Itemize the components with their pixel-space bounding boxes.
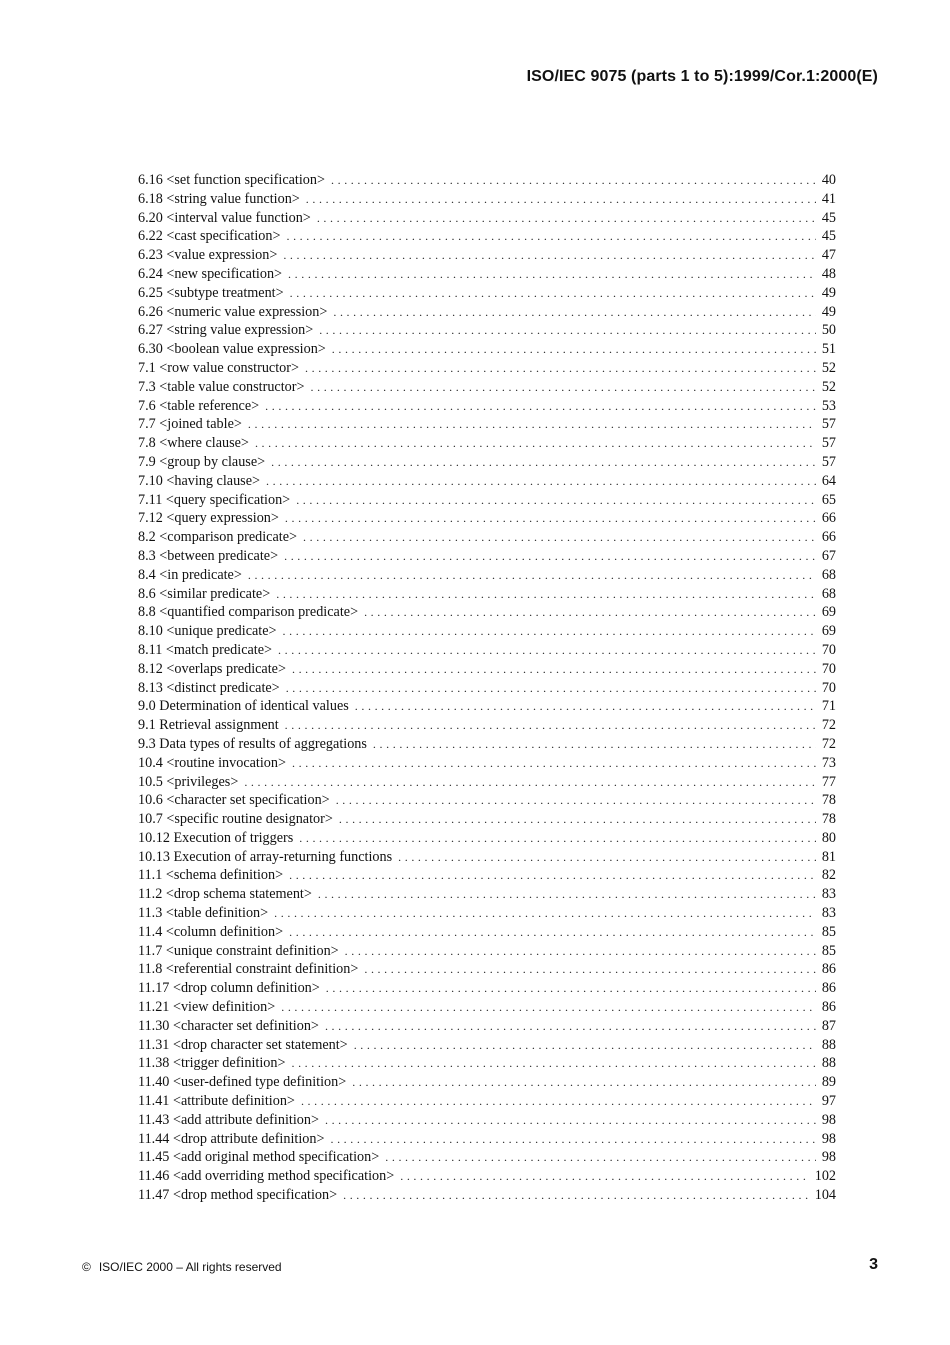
- toc-entry-page: 45: [821, 228, 836, 245]
- toc-entry[interactable]: [138, 923, 836, 942]
- toc-entry-title: 11.47 <drop method specification>: [138, 1187, 338, 1204]
- toc-entry[interactable]: [138, 547, 836, 566]
- toc-entry-title: 8.2 <comparison predicate>: [138, 529, 298, 546]
- toc-entry-title: 11.45 <add original method specification>: [138, 1149, 380, 1166]
- toc-dot-leader: [339, 810, 816, 829]
- toc-entry-page: 83: [821, 886, 836, 903]
- toc-entry-page: 87: [821, 1017, 836, 1034]
- toc-entry[interactable]: [138, 566, 836, 585]
- toc-entry-title: 8.4 <in predicate>: [138, 566, 242, 583]
- toc-dot-leader: [352, 1073, 816, 1092]
- toc-entry-title: 11.41 <attribute definition>: [138, 1093, 295, 1110]
- toc-dot-leader: [303, 528, 816, 547]
- toc-dot-leader: [355, 697, 816, 716]
- toc-entry-title: 10.6 <character set specification>: [138, 792, 330, 809]
- toc-entry[interactable]: [138, 810, 836, 829]
- toc-entry[interactable]: [138, 1092, 836, 1111]
- toc-dot-leader: [343, 1186, 809, 1205]
- toc-entry-title: 10.5 <privileges>: [138, 773, 239, 790]
- toc-entry[interactable]: [138, 397, 836, 416]
- toc-dot-leader: [283, 246, 815, 265]
- toc-entry-title: 7.9 <group by clause>: [138, 453, 266, 470]
- toc-entry-page: 50: [821, 322, 836, 339]
- toc-dot-leader: [326, 979, 816, 998]
- toc-entry[interactable]: [138, 585, 836, 604]
- toc-dot-leader: [319, 321, 816, 340]
- toc-entry-page: 69: [821, 604, 836, 621]
- toc-entry-title: 8.6 <similar predicate>: [138, 585, 271, 602]
- toc-entry[interactable]: [138, 491, 836, 510]
- toc-dot-leader: [285, 716, 816, 735]
- toc-entry-page: 57: [821, 416, 836, 433]
- copyright-symbol: ©: [82, 1260, 91, 1274]
- toc-dot-leader: [289, 866, 816, 885]
- document-header-title: ISO/IEC 9075 (parts 1 to 5):1999/Cor.1:2000(E): [526, 68, 878, 85]
- toc-entry-page: 77: [821, 773, 836, 790]
- toc-entry-page: 68: [821, 566, 836, 583]
- toc-entry[interactable]: [138, 359, 836, 378]
- toc-entry[interactable]: [138, 472, 836, 491]
- toc-entry-title: 6.30 <boolean value expression>: [138, 341, 326, 358]
- toc-entry[interactable]: [138, 227, 836, 246]
- toc-entry-title: 10.12 Execution of triggers: [138, 829, 294, 846]
- toc-entry[interactable]: [138, 171, 836, 190]
- toc-entry-title: 11.2 <drop schema statement>: [138, 886, 312, 903]
- toc-entry-page: 57: [821, 453, 836, 470]
- table-of-contents: [138, 171, 836, 1205]
- toc-dot-leader: [364, 960, 815, 979]
- toc-entry-title: 11.46 <add overriding method specification>: [138, 1168, 395, 1185]
- toc-entry[interactable]: [138, 960, 836, 979]
- toc-entry-title: 7.7 <joined table>: [138, 416, 242, 433]
- toc-entry[interactable]: [138, 603, 836, 622]
- toc-entry-page: 49: [821, 284, 836, 301]
- toc-entry[interactable]: [138, 209, 836, 228]
- toc-entry-title: 7.3 <table value constructor>: [138, 378, 305, 395]
- toc-entry[interactable]: [138, 773, 836, 792]
- toc-entry-title: 11.38 <trigger definition>: [138, 1055, 286, 1072]
- toc-dot-leader: [248, 415, 816, 434]
- toc-entry-page: 80: [821, 829, 836, 846]
- toc-entry[interactable]: [138, 1186, 836, 1205]
- toc-dot-leader: [345, 942, 816, 961]
- toc-entry[interactable]: [138, 885, 836, 904]
- toc-entry-page: 41: [821, 190, 836, 207]
- toc-dot-leader: [325, 1111, 816, 1130]
- toc-entry-title: 8.11 <match predicate>: [138, 641, 273, 658]
- toc-dot-leader: [373, 735, 816, 754]
- toc-dot-leader: [318, 885, 816, 904]
- toc-dot-leader: [332, 340, 816, 359]
- toc-entry-page: 57: [821, 435, 836, 452]
- toc-entry-page: 104: [814, 1187, 836, 1204]
- toc-dot-leader: [306, 190, 816, 209]
- toc-dot-leader: [289, 923, 816, 942]
- toc-entry-page: 70: [821, 660, 836, 677]
- toc-entry-title: 6.20 <interval value function>: [138, 209, 311, 226]
- toc-entry-title: 11.3 <table definition>: [138, 905, 269, 922]
- toc-entry[interactable]: [138, 415, 836, 434]
- toc-entry-page: 102: [814, 1168, 836, 1185]
- toc-entry-page: 89: [821, 1074, 836, 1091]
- toc-dot-leader: [255, 434, 816, 453]
- toc-entry[interactable]: [138, 735, 836, 754]
- toc-entry-page: 70: [821, 641, 836, 658]
- toc-entry[interactable]: [138, 1036, 836, 1055]
- toc-entry-title: 6.18 <string value function>: [138, 190, 300, 207]
- toc-entry[interactable]: [138, 829, 836, 848]
- toc-dot-leader: [248, 566, 816, 585]
- toc-entry[interactable]: [138, 509, 836, 528]
- toc-entry-title: 11.21 <view definition>: [138, 999, 276, 1016]
- toc-entry-page: 45: [821, 209, 836, 226]
- toc-entry[interactable]: [138, 942, 836, 961]
- toc-dot-leader: [283, 622, 816, 641]
- toc-entry-title: 11.43 <add attribute definition>: [138, 1111, 319, 1128]
- footer-copyright: [82, 1260, 282, 1274]
- toc-entry-page: 71: [821, 698, 836, 715]
- toc-entry-page: 47: [821, 247, 836, 264]
- toc-entry-title: 8.12 <overlaps predicate>: [138, 660, 286, 677]
- toc-dot-leader: [266, 472, 816, 491]
- toc-entry[interactable]: [138, 679, 836, 698]
- toc-entry-title: 7.1 <row value constructor>: [138, 359, 299, 376]
- copyright-text: ISO/IEC 2000 – All rights reserved: [98, 1260, 282, 1274]
- toc-entry-title: 11.1 <schema definition>: [138, 867, 284, 884]
- toc-entry[interactable]: [138, 904, 836, 923]
- toc-entry-title: 7.12 <query expression>: [138, 510, 279, 527]
- toc-dot-leader: [296, 491, 816, 510]
- toc-dot-leader: [292, 660, 816, 679]
- toc-entry[interactable]: [138, 641, 836, 660]
- toc-entry-page: 69: [821, 623, 836, 640]
- toc-dot-leader: [299, 829, 816, 848]
- toc-entry-title: 7.6 <table reference>: [138, 397, 260, 414]
- toc-entry[interactable]: [138, 1148, 836, 1167]
- toc-entry[interactable]: [138, 660, 836, 679]
- toc-entry[interactable]: [138, 284, 836, 303]
- toc-entry[interactable]: [138, 979, 836, 998]
- toc-entry-page: 81: [821, 848, 836, 865]
- toc-entry-page: 73: [821, 754, 836, 771]
- toc-entry-page: 83: [821, 905, 836, 922]
- toc-entry[interactable]: [138, 321, 836, 340]
- toc-entry-title: 8.10 <unique predicate>: [138, 623, 277, 640]
- toc-entry-title: 11.8 <referential constraint definition>: [138, 961, 359, 978]
- toc-dot-leader: [400, 1167, 809, 1186]
- toc-entry-title: 7.8 <where clause>: [138, 435, 249, 452]
- toc-entry-page: 86: [821, 999, 836, 1016]
- toc-entry[interactable]: [138, 998, 836, 1017]
- toc-dot-leader: [333, 303, 815, 322]
- toc-entry-page: 53: [821, 397, 836, 414]
- toc-dot-leader: [281, 998, 816, 1017]
- toc-dot-leader: [305, 359, 816, 378]
- toc-entry[interactable]: [138, 791, 836, 810]
- toc-entry[interactable]: [138, 528, 836, 547]
- toc-entry-title: 10.13 Execution of array-returning functions: [138, 848, 393, 865]
- toc-entry[interactable]: [138, 1130, 836, 1149]
- toc-entry[interactable]: [138, 265, 836, 284]
- toc-entry[interactable]: [138, 1017, 836, 1036]
- toc-entry[interactable]: [138, 1073, 836, 1092]
- toc-entry-title: 9.3 Data types of results of aggregations: [138, 735, 367, 752]
- toc-dot-leader: [311, 378, 816, 397]
- toc-entry[interactable]: [138, 340, 836, 359]
- toc-entry[interactable]: [138, 1167, 836, 1186]
- toc-entry-title: 6.26 <numeric value expression>: [138, 303, 328, 320]
- toc-entry-page: 72: [821, 735, 836, 752]
- toc-entry-title: 9.0 Determination of identical values: [138, 698, 349, 715]
- toc-dot-leader: [271, 453, 816, 472]
- toc-entry-title: 7.10 <having clause>: [138, 472, 260, 489]
- toc-entry[interactable]: [138, 190, 836, 209]
- toc-dot-leader: [286, 227, 815, 246]
- toc-entry-page: 65: [821, 491, 836, 508]
- toc-entry-title: 11.30 <character set definition>: [138, 1017, 319, 1034]
- toc-dot-leader: [336, 791, 816, 810]
- toc-entry-title: 6.22 <cast specification>: [138, 228, 281, 245]
- toc-entry-page: 98: [821, 1130, 836, 1147]
- toc-entry[interactable]: [138, 866, 836, 885]
- toc-entry[interactable]: [138, 1054, 836, 1073]
- toc-entry-page: 40: [821, 172, 836, 188]
- toc-dot-leader: [398, 848, 816, 867]
- toc-entry-title: 11.44 <drop attribute definition>: [138, 1130, 325, 1147]
- toc-entry-page: 68: [821, 585, 836, 602]
- toc-dot-leader: [354, 1036, 816, 1055]
- toc-entry-title: 11.7 <unique constraint definition>: [138, 942, 339, 959]
- toc-entry[interactable]: [138, 378, 836, 397]
- toc-entry-page: 51: [821, 341, 836, 358]
- toc-entry[interactable]: [138, 716, 836, 735]
- toc-dot-leader: [244, 773, 815, 792]
- toc-dot-leader: [364, 603, 816, 622]
- toc-entry[interactable]: [138, 622, 836, 641]
- toc-entry-page: 98: [821, 1149, 836, 1166]
- toc-entry-title: 6.27 <string value expression>: [138, 322, 314, 339]
- toc-dot-leader: [265, 397, 816, 416]
- toc-entry-title: 8.8 <quantified comparison predicate>: [138, 604, 359, 621]
- toc-entry-page: 52: [821, 378, 836, 395]
- toc-entry-title: 11.40 <user-defined type definition>: [138, 1074, 347, 1091]
- toc-entry[interactable]: [138, 303, 836, 322]
- toc-entry[interactable]: [138, 848, 836, 867]
- toc-entry-page: 48: [821, 265, 836, 282]
- toc-dot-leader: [292, 754, 816, 773]
- toc-dot-leader: [288, 265, 816, 284]
- toc-entry-page: 86: [821, 961, 836, 978]
- toc-dot-leader: [276, 585, 816, 604]
- toc-entry-page: 86: [821, 980, 836, 997]
- toc-entry-title: 11.4 <column definition>: [138, 923, 284, 940]
- toc-entry-page: 88: [821, 1036, 836, 1053]
- toc-entry-title: 7.11 <query specification>: [138, 491, 291, 508]
- toc-dot-leader: [284, 547, 816, 566]
- toc-entry-page: 78: [821, 811, 836, 828]
- toc-entry-title: 9.1 Retrieval assignment: [138, 717, 279, 734]
- toc-entry-title: 10.4 <routine invocation>: [138, 754, 286, 771]
- toc-entry-title: 6.24 <new specification>: [138, 265, 283, 282]
- page-number: 3: [869, 1256, 878, 1273]
- toc-entry-title: 11.31 <drop character set statement>: [138, 1036, 348, 1053]
- toc-dot-leader: [317, 209, 816, 228]
- toc-entry-title: 10.7 <specific routine designator>: [138, 811, 333, 828]
- toc-entry[interactable]: [138, 246, 836, 265]
- toc-entry-page: 85: [821, 923, 836, 940]
- toc-dot-leader: [291, 1054, 815, 1073]
- toc-entry-title: 8.3 <between predicate>: [138, 547, 279, 564]
- toc-entry[interactable]: [138, 434, 836, 453]
- toc-entry[interactable]: [138, 1111, 836, 1130]
- toc-dot-leader: [385, 1148, 816, 1167]
- toc-dot-leader: [278, 641, 816, 660]
- toc-entry-title: 6.25 <subtype treatment>: [138, 284, 284, 301]
- toc-entry-title: 6.16 <set function specification>: [138, 172, 325, 188]
- toc-entry-page: 85: [821, 942, 836, 959]
- toc-entry[interactable]: [138, 697, 836, 716]
- toc-entry-title: 11.17 <drop column definition>: [138, 980, 320, 997]
- toc-dot-leader: [290, 284, 816, 303]
- toc-entry[interactable]: [138, 453, 836, 472]
- toc-dot-leader: [285, 509, 816, 528]
- toc-entry-title: 8.13 <distinct predicate>: [138, 679, 280, 696]
- toc-entry-page: 78: [821, 792, 836, 809]
- toc-dot-leader: [330, 1130, 815, 1149]
- toc-entry-page: 49: [821, 303, 836, 320]
- toc-entry-page: 97: [821, 1093, 836, 1110]
- toc-entry[interactable]: [138, 754, 836, 773]
- toc-entry-page: 98: [821, 1111, 836, 1128]
- toc-entry-page: 66: [821, 510, 836, 527]
- toc-entry-page: 70: [821, 679, 836, 696]
- toc-entry-page: 67: [821, 547, 836, 564]
- toc-entry-page: 72: [821, 717, 836, 734]
- toc-entry-page: 82: [821, 867, 836, 884]
- toc-dot-leader: [286, 679, 816, 698]
- toc-dot-leader: [331, 171, 816, 190]
- toc-entry-page: 66: [821, 529, 836, 546]
- toc-entry-page: 88: [821, 1055, 836, 1072]
- toc-entry-page: 52: [821, 359, 836, 376]
- toc-dot-leader: [325, 1017, 816, 1036]
- toc-dot-leader: [274, 904, 816, 923]
- toc-entry-title: 6.23 <value expression>: [138, 247, 278, 264]
- toc-entry-page: 64: [821, 472, 836, 489]
- toc-dot-leader: [301, 1092, 816, 1111]
